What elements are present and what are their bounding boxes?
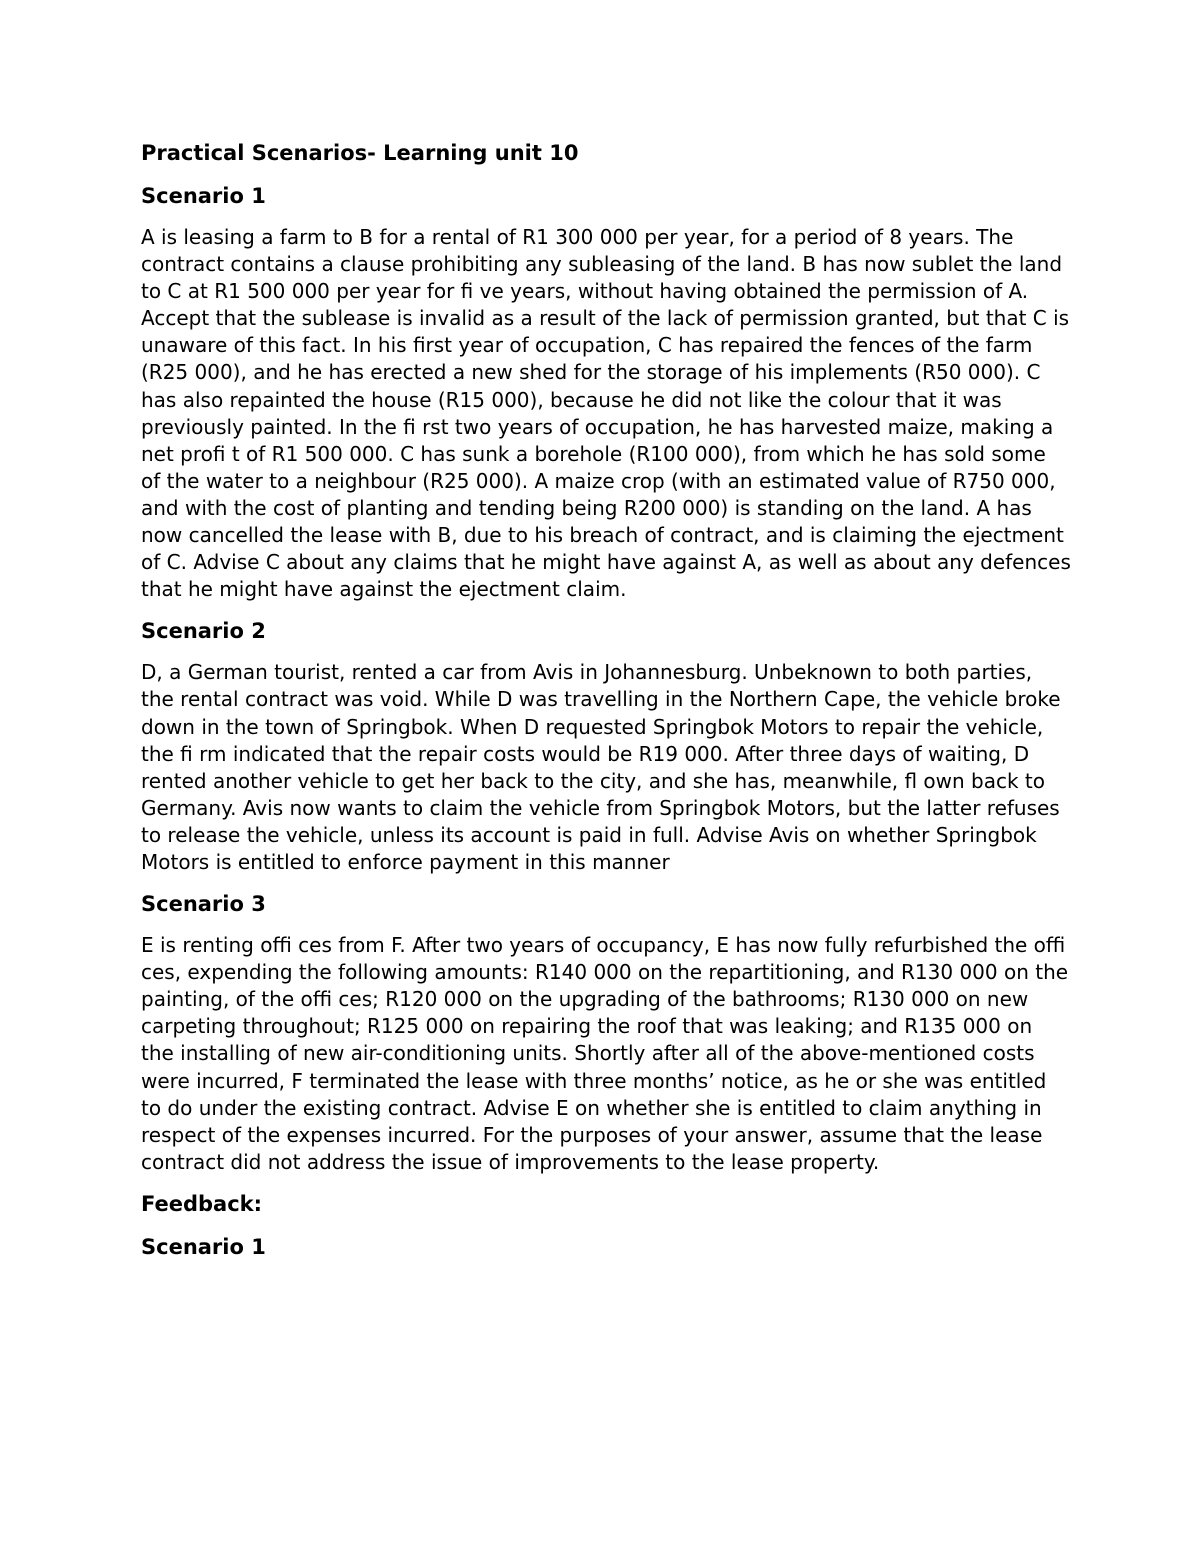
scenario-2-body: D, a German tourist, rented a car from Avis in Johannesburg. Unbeknown to both parties, the rental contract was void. While D was travelling in the Northern Cape, the vehicle broke down in the town of Springbok. When D requested Springbok Motors to repair the vehicle, the fi rm indicated that the repair costs would be R19 000. After three days of waiting, D rented another vehicle to get her back to the city, and she has, meanwhile, fl own back to Germany. Avis now wants to claim the vehicle from Springbok Motors, but the latter refuses to release the vehicle, unless its account is paid in full. Advise Avis on whether Springbok Motors is entitled to enforce payment in this manner <box>141 660 1061 874</box>
scenario-1-heading: Scenario 1 <box>141 184 266 208</box>
scenario-1-body: A is leasing a farm to B for a rental of R1 300 000 per year, for a period of 8 years. The contract contains a clause prohibiting any subleasing of the land. B has now sublet the land to C at R1 500 000 per year for fi ve years, without having obtained the permission of A. Accept that the sublease is invalid as a result of the lack of permission granted, but that C is unaware of this fact. In his first year of occupation, C has repaired the fences of the farm (R25 000), and he has erected a new shed for the storage of his implements (R50 000). C has also repainted the house (R15 000), because he did not like the colour that it was previously painted. In the fi rst two years of occupation, he has harvested maize, making a net profi t of R1 500 000. C has sunk a borehole (R100 000), from which he has sold some of the water to a neighbour (R25 000). A maize crop (with an estimated value of R750 000, and with the cost of planting and tending being R200 000) is standing on the land. A has now cancelled the lease with B, due to his breach of contract, and is claiming the ejectment of C. Advise C about any claims that he might have against A, as well as about any defences that he might have against the ejectment claim. <box>141 225 1071 602</box>
scenario-2-heading: Scenario 2 <box>141 619 266 644</box>
scenario-3-heading: Scenario 3 <box>141 892 266 917</box>
feedback-heading: Feedback: <box>141 1191 263 1216</box>
scenario-3-body: E is renting offi ces from F. After two years of occupancy, E has now fully refurbished the offi ces, expending the following amounts: R140 000 on the repartitioning, and R130 000 on the painting, of the offi ces; R120 000 on the upgrading of the bathrooms; R130 000 on new carpeting throughout; R125 000 on repairing the roof that was leaking; and R135 000 on the installing of new air-conditioning units. Shortly after all of the above-mentioned costs were incurred, F terminated the lease with three months’ notice, as he or she was entitled to do under the existing contract. Advise E on whether she is entitled to claim anything in respect of the expenses incurred. For the purposes of your answer, assume that the lease contract did not address the issue of improvements to the lease property. <box>141 933 1069 1174</box>
document-title: Practical Scenarios- Learning unit 10 <box>141 141 579 165</box>
feedback-scenario-1-heading: Scenario 1 <box>141 1234 266 1259</box>
document-page <box>141 138 1071 1275</box>
